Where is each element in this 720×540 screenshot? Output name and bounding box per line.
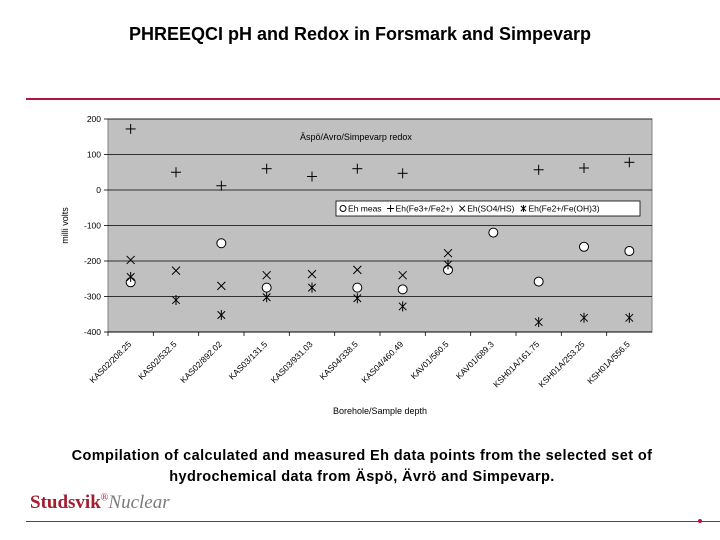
footer-divider	[26, 521, 720, 522]
x-tick-label: KAS02/892.02	[178, 339, 224, 386]
y-tick-label: 200	[86, 114, 101, 124]
x-axis	[87, 332, 652, 389]
footer-dot	[698, 519, 702, 523]
logo-text-nuclear: Nuclear	[108, 492, 170, 513]
x-tick-label: KAS04/338.5	[317, 339, 360, 382]
x-tick-label: KAS02/532.5	[136, 339, 179, 382]
y-tick-label: 0	[96, 185, 101, 195]
legend-entry: Eh(Fe2+/Fe(OH)3)	[528, 203, 600, 214]
point-circle-2	[217, 239, 226, 248]
x-tick-label: KSH01A/253.25	[536, 339, 587, 390]
y-axis-label: milli volts	[60, 207, 70, 244]
slide-caption: Compilation of calculated and measured Eh data points from the selected set of hydrochemical data from Äspö, Ävrö and Simpevarp.	[71, 448, 653, 485]
y-tick-label: -100	[83, 220, 101, 231]
y-axis	[84, 114, 108, 337]
x-tick-label: KSH01A/161.75	[491, 339, 542, 390]
point-circle-6	[398, 285, 407, 294]
point-circle-10	[580, 242, 589, 251]
x-tick-label: KAV01/689.3	[453, 339, 496, 382]
point-circle-5	[353, 283, 362, 292]
x-tick-label: KAS03/131.5	[226, 339, 270, 382]
x-tick-label: KAS02/208.25	[87, 339, 134, 386]
x-tick-label: KAV01/560.5	[408, 339, 451, 382]
point-circle-9	[534, 277, 543, 286]
x-axis-label: Borehole/Sample depth	[332, 406, 428, 416]
legend-entry: Eh(Fe3+/Fe2+)	[395, 203, 454, 214]
y-tick-label: 100	[86, 149, 101, 160]
eh-scatter-chart	[0, 100, 720, 430]
y-tick-label: -300	[83, 291, 101, 302]
x-tick-label: KAS04/460.49	[359, 339, 406, 386]
legend-entry: Eh(SO4/HS)	[467, 203, 515, 214]
legend-entry: Eh meas	[348, 203, 382, 214]
point-circle-11	[625, 247, 634, 256]
point-circle-8	[489, 228, 498, 237]
chart-annotation: Äspö/Avro/Simpevarp redox	[300, 132, 412, 142]
logo-text-studsvik: Studsvik	[30, 492, 101, 513]
chart-legend	[336, 201, 640, 216]
x-tick-label: KAS03/931.03	[268, 339, 315, 386]
studsvik-logo	[30, 492, 170, 514]
slide-title: PHREEQCI pH and Redox in Forsmark and Simpevarp	[128, 24, 592, 44]
legend-marker-circle	[340, 206, 346, 212]
point-circle-3	[262, 283, 271, 292]
y-tick-label: -400	[83, 327, 101, 337]
x-tick-label: KSH01A/556.5	[585, 339, 632, 387]
logo-registered-mark: ®	[100, 492, 109, 504]
y-tick-label: -200	[83, 256, 101, 266]
